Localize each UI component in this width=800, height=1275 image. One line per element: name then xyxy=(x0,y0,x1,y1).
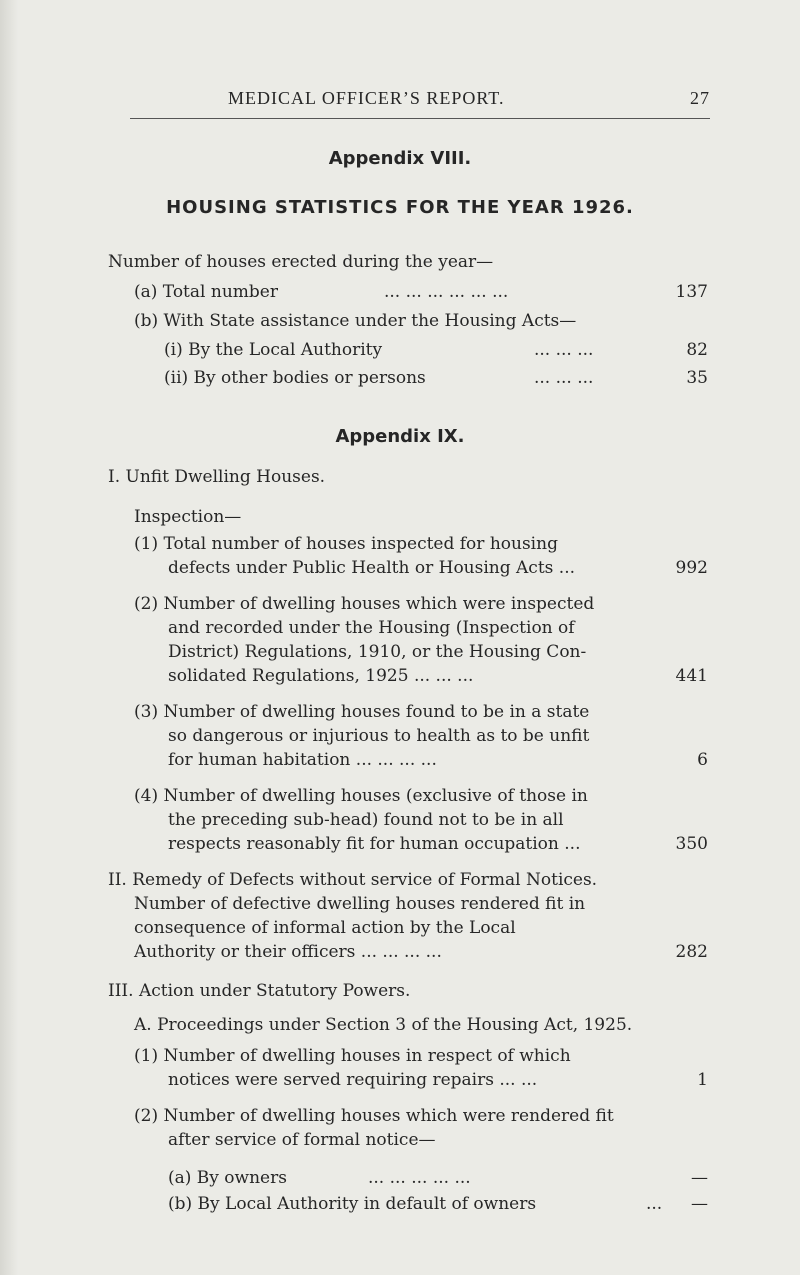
leader-dots: ... ... ... ... ... xyxy=(368,1168,471,1188)
state-assistance-heading: (b) With State assistance under the Housing Acts— xyxy=(134,311,577,331)
text-line: (2) Number of dwelling houses which were inspected xyxy=(134,594,595,614)
text-line: consequence of informal action by the Local xyxy=(134,918,516,938)
text-line: (2) Number of dwelling houses which were rendered fit xyxy=(134,1106,614,1126)
text-line: District) Regulations, 1910, or the Housing Con- xyxy=(168,642,587,662)
running-title: MEDICAL OFFICER’S REPORT. xyxy=(228,88,505,108)
leader-dots: ... ... ... xyxy=(534,340,594,360)
section-a-heading: A. Proceedings under Section 3 of the Housing Act, 1925. xyxy=(134,1015,633,1035)
section-2-remedy xyxy=(108,868,708,964)
inspection-item-1 xyxy=(134,532,708,580)
row-label: (a) Total number xyxy=(134,282,278,302)
text-line: respects reasonably fit for human occupation ... xyxy=(168,834,581,854)
item-value: 992 xyxy=(675,558,708,578)
section-2-heading: II. Remedy of Defects without service of Formal Notices. xyxy=(108,870,598,890)
row-value: 35 xyxy=(686,368,708,388)
text-line: so dangerous or injurious to health as to be unfit xyxy=(168,726,590,746)
text-line: for human habitation ... ... ... ... xyxy=(168,750,437,770)
row-label: (ii) By other bodies or persons xyxy=(164,368,426,388)
text-line: (3) Number of dwelling houses found to be in a state xyxy=(134,702,590,722)
appendix-9-title: Appendix IX. xyxy=(335,426,465,447)
inspection-heading: Inspection— xyxy=(134,507,242,527)
row-value: — xyxy=(691,1168,708,1188)
text-line: solidated Regulations, 1925 ... ... ... xyxy=(168,666,474,686)
text-line: (1) Total number of houses inspected for housing xyxy=(134,534,558,554)
row-label: (a) By owners xyxy=(168,1168,287,1188)
proceedings-item-1 xyxy=(134,1044,708,1092)
page-number: 27 xyxy=(690,88,710,108)
leader-dots: ... xyxy=(646,1194,663,1214)
text-line: the preceding sub-head) found not to be in all xyxy=(168,810,564,830)
text-line: notices were served requiring repairs ... ... xyxy=(168,1070,538,1090)
inspection-item-2 xyxy=(134,592,708,688)
row-total-number xyxy=(134,278,708,306)
row-local-authority xyxy=(164,336,708,364)
section-1-heading: I. Unfit Dwelling Houses. xyxy=(108,467,326,487)
appendix-8-subtitle: HOUSING STATISTICS FOR THE YEAR 1926. xyxy=(166,197,634,218)
page-edge-shadow xyxy=(0,0,18,1275)
leader-dots: ... ... ... xyxy=(534,368,594,388)
text-line: and recorded under the Housing (Inspection of xyxy=(168,618,575,638)
section-3-heading: III. Action under Statutory Powers. xyxy=(108,981,411,1001)
row-other-bodies xyxy=(164,364,708,392)
row-value: 137 xyxy=(675,282,708,302)
appendix-8-title: Appendix VIII. xyxy=(328,148,472,169)
section-2-value: 282 xyxy=(675,942,708,962)
text-line: (4) Number of dwelling houses (exclusive of those in xyxy=(134,786,588,806)
item-value: 350 xyxy=(675,834,708,854)
text-line: (1) Number of dwelling houses in respect of which xyxy=(134,1046,571,1066)
text-line: Number of defective dwelling houses rendered fit in xyxy=(134,894,586,914)
text-line: after service of formal notice— xyxy=(168,1130,436,1150)
inspection-item-3 xyxy=(134,700,708,772)
header-rule xyxy=(130,118,710,119)
row-value: — xyxy=(691,1194,708,1214)
text-line: Authority or their officers ... ... ... ... xyxy=(134,942,442,962)
item-value: 441 xyxy=(675,666,708,686)
leader-dots: ... ... ... ... ... ... xyxy=(384,282,509,302)
inspection-item-4 xyxy=(134,784,708,856)
proceedings-item-2 xyxy=(134,1104,708,1152)
row-value: 82 xyxy=(686,340,708,360)
row-label: (b) By Local Authority in default of owners xyxy=(168,1194,537,1214)
text-line: defects under Public Health or Housing Acts ... xyxy=(168,558,575,578)
houses-erected-intro: Number of houses erected during the year— xyxy=(108,252,494,272)
row-by-local-authority xyxy=(168,1190,708,1218)
row-label: (i) By the Local Authority xyxy=(164,340,383,360)
item-value: 1 xyxy=(697,1070,708,1090)
row-by-owners xyxy=(168,1164,708,1192)
item-value: 6 xyxy=(697,750,708,770)
